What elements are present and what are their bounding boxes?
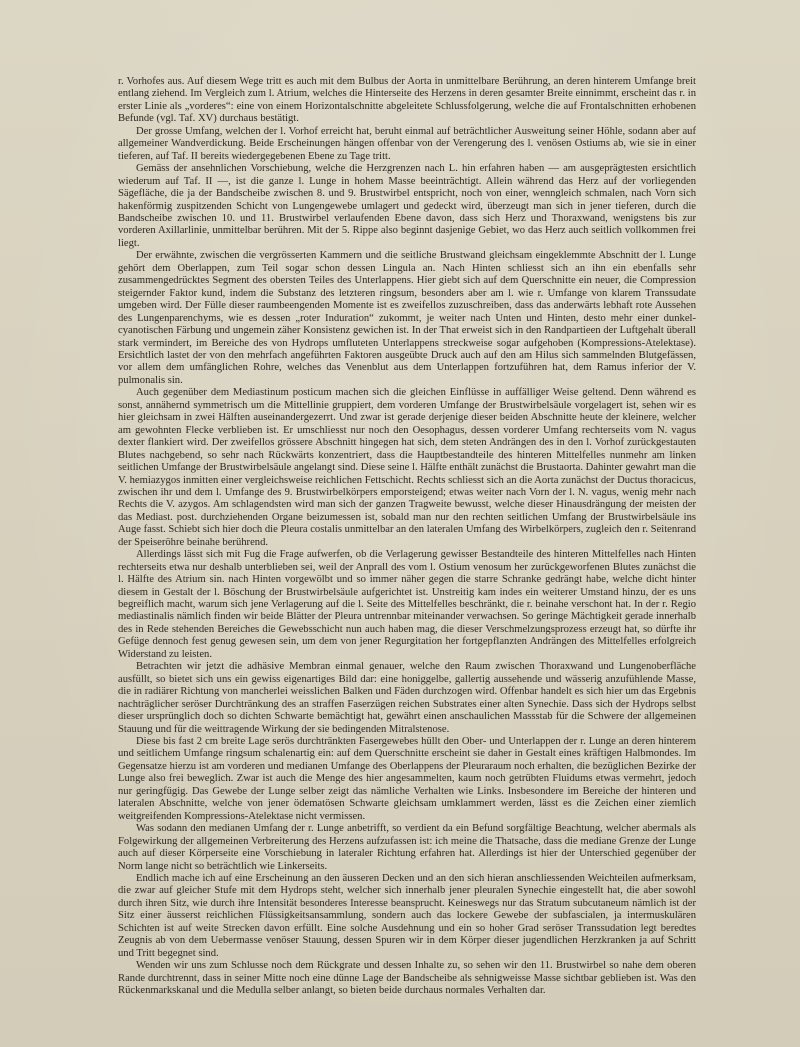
paragraph: Auch gegenüber dem Mediastinum posticum machen sich die gleichen Einflüsse in auffälliger Weise geltend. Denn während es sonst, annähernd symmetrisch um die Mittellinie gruppiert, dem vorderen Umfange der Brustwirbelsäule vorgelagert ist, sehen wir es hier gleichsam in zwei Hälften auseinandergezerrt. Und zwar ist gerade derjenige dieser beiden Abschnitte heute der kleinere, welcher am gewohnten Flecke verblieben ist. Er umschliesst nur noch den Oesophagus, dessen vorderer Umfang rechterseits vom N. vagus dexter flankiert wird. Der zweifellos grössere Abschnitt hingegen hat sich, dem steten Andrängen des in den l. Vorhof zurückgestauten Blutes nachgebend, so sehr nach Rückwärts konzentriert, dass die Hauptbestandteile des hinteren Mittelfelles nunmehr am linken seitlichen Umfange der Brustwirbelsäule angelangt sind. Diese seine l. Hälfte enthält zunächst die Brustaorta. Dahinter gewahrt man die V. hemiazygos inmitten einer vergleichsweise reichlichen Fettschicht. Rechts schliesst sich an die Aorta zunächst der Ductus thoracicus, zwischen ihr und dem l. Umfange des 9. Brustwirbelkörpers emporsteigend; etwas weiter nach Vorn der l. N. vagus, wenig mehr nach Rechts die V. azygos. Am schlagendsten wird man sich der ganzen Tragweite bewusst, welche dieser Hinausdrängung der meisten der das Mediast. post. durchziehenden Organe beizumessen ist, sobald man nur den rechten seitlichen Umfang der Brustwirbelsäule ins Auge fasst. Schiebt sich hier doch die Pleura costalis unmittelbar an den lateralen Umfang des Wirbelkörpers, zugleich den r. Seitenrand der Speiseröhre beinahe berührend. xyxy=(118,387,696,548)
paragraph: Betrachten wir jetzt die adhäsive Membran einmal genauer, welche den Raum zwischen Thoraxwand und Lungenoberfläche ausfüllt, so bietet sich uns ein gewiss eigenartiges Bild dar: eine honiggelbe, gallertig aussehende und wässerig anzufühlende Masse, die in radiärer Richtung von mancherlei weisslichen Balken und Fäden durchzogen wird. Offenbar handelt es sich hier um das Ergebnis nachträglicher seröser Durchtränkung des an straffen Faserzügen reichen Substrates einer alten Synechie. Dass sich der Hydrops selbst dieser ursprünglich doch so dichten Schwarte bemächtigt hat, gewährt einen anschaulichen Massstab für die Schwere der allgemeinen Stauung und für die weittragende Wirkung der sie bedingenden Mitralstenose. xyxy=(118,661,696,735)
paragraph: Diese bis fast 2 cm breite Lage serös durchtränkten Fasergewebes hüllt den Ober- und Unterlappen der r. Lunge an deren hinterem und seitlichem Umfange ringsum schalenartig ein: auf dem Querschnitte erscheint sie daher in Gestalt eines kräftigen Halbmondes. Im Gegensatze hierzu ist am vorderen und medianen Umfange des Oberlappens der Pleuraraum noch erhalten, die bezüglichen Bezirke der Lunge also frei beweglich. Zwar ist auch die Menge des hier angesammelten, kaum noch getrübten Fluidums etwas vermehrt, jedoch nur geringfügig. Das Gewebe der Lunge selber zeigt das nämliche Verhalten wie Links. Insbesondere im Bereiche der hinteren und lateralen Abschnitte, welche von jener ödematösen Schwarte gleichsam umklammert werden, lässt es die Zeichen einer ziemlich weitgreifenden Kompressions-Atelektase nicht vermissen. xyxy=(118,736,696,822)
paragraph: r. Vorhofes aus. Auf diesem Wege tritt es auch mit dem Bulbus der Aorta in unmittelbare Berührung, an deren hinterem Umfange breit entlang ziehend. Im Vergleich zum l. Atrium, welches die Hinterseite des Herzens in deren gesamter Breite einnimmt, erscheint das r. in erster Linie als „vorderes“: eine von einem Horizontalschnitte abgeleitete Schlussfolgerung, welche die auf Frontalschnitten erhobenen Befunde (vgl. Taf. XV) durchaus bestätigt. xyxy=(118,76,696,125)
paragraph: Endlich mache ich auf eine Erscheinung an den äusseren Decken und an den sich hieran anschliessenden Weichteilen aufmerksam, die zwar auf gleicher Stufe mit dem Hydrops steht, welcher sich innerhalb jener pleuralen Synechie eingestellt hat, die aber sowohl durch ihren Sitz, wie durch ihre Intensität besonderes Interesse beansprucht. Keineswegs nur das Stratum subcutaneum nämlich ist der Sitz einer äusserst reichlichen Flüssigkeitsansammlung, sondern auch das lockere Gewebe der subfascialen, ja intermuskulären Schichten ist auf weite Strecken davon erfüllt. Eine solche Ausdehnung und ein so hoher Grad seröser Transsudation legt beredtes Zeugnis ab von dem Uebermasse venöser Stauung, dessen Spuren wir in dem Körper dieser jugendlichen Herzkranken ja auf Schritt und Tritt begegnet sind. xyxy=(118,873,696,959)
paragraph: Was sodann den medianen Umfang der r. Lunge anbetrifft, so verdient da ein Befund sorgfältige Beachtung, welcher abermals als Folgewirkung der allgemeinen Verbreiterung des Herzens aufzufassen ist: ich meine die Thatsache, dass die mediane Grenze der Lunge auch auf dieser Körperseite eine Vorschiebung in lateraler Richtung erfahren hat. Allerdings ist hier der Unterschied gegenüber der Norm lange nicht so beträchtlich wie Linkerseits. xyxy=(118,823,696,872)
paragraph: Allerdings lässt sich mit Fug die Frage aufwerfen, ob die Verlagerung gewisser Bestandteile des hinteren Mittelfelles nach Hinten rechterseits etwa nur deshalb unterblieben sei, weil der Anprall des vom l. Ostium venosum her zurückgeworfenen Blutes zunächst die l. Hälfte des Atrium sin. nach Hinten vorgewölbt und so immer näher gegen die starre Schranke gedrängt habe, welche dicht hinter diesem in Gestalt der l. Böschung der Brustwirbelsäule aufgerichtet ist. Unstreitig kam indes ein weiterer Umstand hinzu, der es uns begreiflich macht, warum sich jene Verlagerung auf die l. Seite des Mittelfelles beschränkt, die r. beinahe verschont hat. In der r. Regio mediastinalis nämlich finden wir beide Blätter der Pleura untrennbar miteinander verwachsen. So geringe Mächtigkeit gerade innerhalb des in Rede stehenden Bereiches die Gewebsschicht nun auch haben mag, die dieser Verschmelzungsprozess erzeugt hat, so dürfte ihr Gefüge dennoch fest genug gewesen sein, um dem von jener Regurgitation her fortgepflanzten Andrängen des Mittelfelles erfolgreich Widerstand zu leisten. xyxy=(118,549,696,660)
paragraph: Gemäss der ansehnlichen Vorschiebung, welche die Herzgrenzen nach L. hin erfahren haben — am ausgeprägtesten ersichtlich wiederum auf Taf. II —, ist die ganze l. Lunge in hohem Masse beeinträchtigt. Allein während das Herz auf der vorliegenden Sägefläche, die ja der Bandscheibe zwischen 8. und 9. Brustwirbel entspricht, noch von einer, wenngleich schmalen, nach Vorn sich hakenförmig zuspitzenden Schicht von Lungengewebe umlagert und gedeckt wird, überzeugt man sich in jener tieferen, durch die Bandscheibe zwischen 10. und 11. Brustwirbel verlaufenden Ebene davon, dass sich Herz und Thoraxwand, wenigstens bis zur vorderen Axillarlinie, unmittelbar berühren. Mit der 5. Rippe also beginnt dasjenige Gebiet, wo das Herz auch seitlich vollkommen frei liegt. xyxy=(118,163,696,249)
paragraph: Wenden wir uns zum Schlusse noch dem Rückgrate und dessen Inhalte zu, so sehen wir den 11. Brustwirbel so nahe dem oberen Rande durchtrennt, dass in seiner Mitte noch eine dünne Lage der Bandscheibe als sehnigweisse Masse sichtbar geblieben ist. Was den Rückenmarkskanal und die Medulla selber anlangt, so bieten beide durchaus normales Verhalten dar. xyxy=(118,960,696,997)
paragraph: Der grosse Umfang, welchen der l. Vorhof erreicht hat, beruht einmal auf beträchtlicher Ausweitung seiner Höhle, sodann aber auf allgemeiner Wandverdickung. Beide Erscheinungen hängen offenbar von der Verengerung des l. venösen Ostiums ab, wie sie in einer tieferen, auf Taf. II bereits wiedergegebenen Ebene zu Tage tritt. xyxy=(118,125,696,162)
body-text xyxy=(118,76,696,998)
paragraph: Der erwähnte, zwischen die vergrösserten Kammern und die seitliche Brustwand gleichsam eingeklemmte Abschnitt der l. Lunge gehört dem Oberlappen, zum Teil sogar schon dessen Lingula an. Nach Hinten schliesst sich an ihn ein ebenfalls sehr zusammengedrücktes Segment des obersten Teiles des Unterlappens. Hier giebt sich auf dem Querschnitte ein neuer, die Compression steigernder Faktor kund, indem die Substanz des letzteren ringsum, besonders aber am l. wie r. Umfange von klarem Transsudate umgeben wird. Der Fülle dieser raumbeengenden Momente ist es zweifellos zuzuschreiben, dass das anderwärts lebhaft rote Aussehen des Lungenparenchyms, wie es dessen „roter Induration“ zukommt, je weiter nach Unten und Hinten, desto mehr einer dunkel-cyanotischen Färbung und ungemein zäher Konsistenz gewichen ist. In der That erweist sich in den Randpartieen der Luftgehalt überall stark vermindert, im Bereiche des von Hydrops umfluteten Unterlappens streckweise sogar aufgehoben (Kompressions-Atelektase). Ersichtlich lastet der von den mehrfach angeführten Faktoren ausgeübte Druck auch auf den am Hilus sich sammelnden Blutgefässen, vor allem dem umfänglichen Rohre, welches das Venenblut aus dem Unterlappen fortzuführen hat, dem Ramus inferior der V. pulmonalis sin. xyxy=(118,250,696,386)
